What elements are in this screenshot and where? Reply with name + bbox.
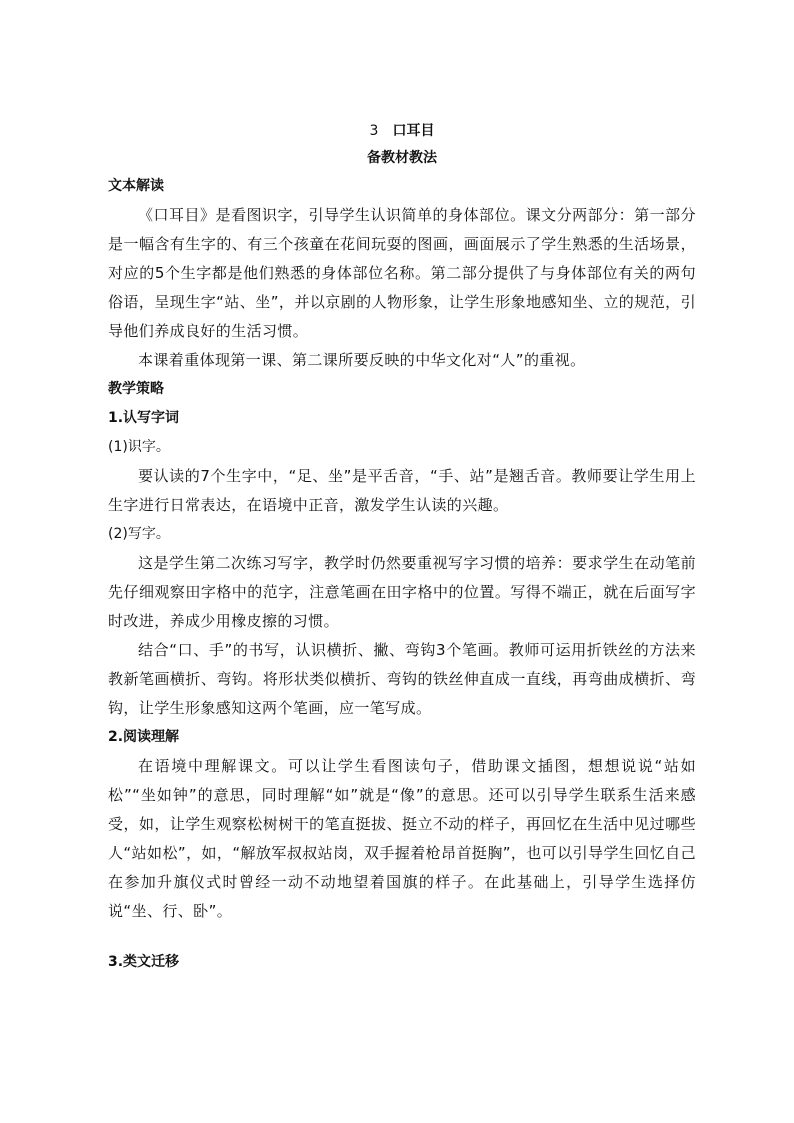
document-page: [108, 118, 696, 977]
item-label-write: (2)写字。: [108, 526, 170, 542]
page-subtitle: 备教材教法: [367, 150, 437, 166]
section-heading-strategy: 教学策略: [108, 381, 164, 397]
lesson-title: [108, 118, 696, 144]
paragraph-text-reading-2: 本课着重体现第一课、第二课所要反映的中华文化对“人”的重视。: [138, 351, 586, 369]
section-heading-text-reading: 文本解读: [108, 178, 164, 194]
paragraph-text-reading-1: 《口耳目》是看图识字，引导学生认识简单的身体部位。课文分两部分：第一部分是一幅含有生字的、有三个孩童在花间玩耍的图画，画面展示了学生熟悉的生活场景，对应的5个生字都是他们熟悉的身体部位名称。第二部分提供了与身体部位有关的两句俗语，呈现生字“站、坐”，并以京剧的人物形象，让学生形象地感知坐、立的规范，引导他们养成良好的生活习惯。: [108, 206, 696, 340]
paragraph-write-1: 这是学生第二次练习写字，教学时仍然要重视写字习惯的培养：要求学生在动笔前先仔细观察田字格中的范字，注意笔画在田字格中的位置。写得不端正，就在后面写字时改进，养成少用橡皮擦的习惯。: [108, 554, 696, 630]
item-label-recognize: (1)识字。: [108, 439, 170, 455]
subsection-heading-reading: 2.阅读理解: [108, 729, 180, 745]
paragraph-write-2: 结合“口、手”的书写，认识横折、撇、弯钩3个笔画。教师可运用折铁丝的方法来教新笔画横折、弯钩。将形状类似横折、弯钩的铁丝伸直成一直线，再弯曲成横折、弯钩，让学生形象感知这两个笔画，应一笔写成。: [108, 641, 696, 717]
subsection-heading-writing: 1.认写字词: [108, 410, 180, 426]
spacer: [108, 926, 696, 948]
paragraph-recognize: 要认读的7个生字中，“足、坐”是平舌音，“手、站”是翘舌音。教师要让学生用上生字进行日常表达，在语境中正音，激发学生认读的兴趣。: [108, 467, 696, 514]
paragraph-reading: 在语境中理解课文。可以让学生看图读句子，借助课文插图，想想说说“站如松”“坐如钟”的意思，同时理解“如”就是“像”的意思。还可以引导学生联系生活来感受，如，让学生观察松树树干的笔直挺拔、挺立不动的样子，再回忆在生活中见过哪些人“站如松”，如，“解放军叔叔站岗，双手握着枪昂首挺胸”，也可以引导学生回忆自己在参加升旗仪式时曾经一动不动地望着国旗的样子。在此基础上，引导学生选择仿说“坐、行、卧”。: [108, 757, 696, 920]
lesson-title-text: 口耳目: [392, 123, 435, 139]
lesson-number: 3: [369, 123, 379, 139]
subsection-heading-transfer: 3.类文迁移: [108, 954, 180, 970]
